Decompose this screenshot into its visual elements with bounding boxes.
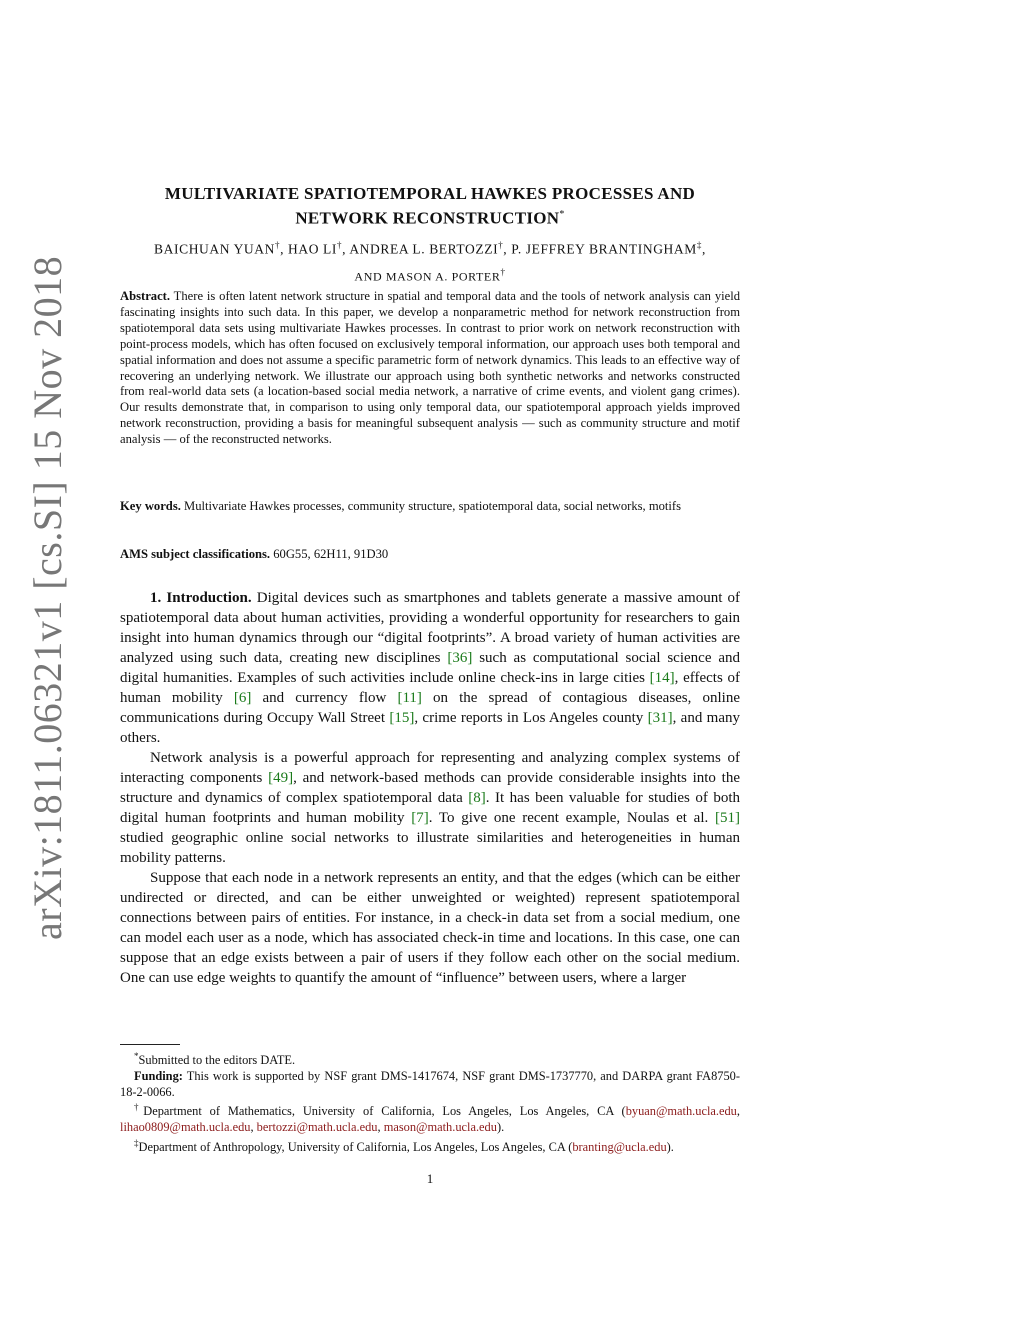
author-line-2 <box>110 261 750 288</box>
footnote-mark: * <box>134 1051 139 1061</box>
intro-text: , effects of human mobility <box>120 670 740 706</box>
email-link[interactable]: bertozzi@math.ucla.edu <box>256 1120 378 1135</box>
arxiv-identifier: arXiv:1811.06321v1 [cs.SI] 15 Nov 2018 <box>25 255 70 940</box>
keywords <box>120 498 740 514</box>
footnote-text: ). <box>666 1139 674 1154</box>
intro-text: , and network-based methods can provide considerable insights into the structure and dynamics of complex spatiotemporal data <box>120 770 740 806</box>
ams-text: 60G55, 62H11, 91D30 <box>273 547 389 561</box>
intro-paragraph-2 <box>120 748 740 868</box>
ams-classifications <box>120 546 740 562</box>
email-link[interactable]: lihao0809@math.ucla.edu <box>120 1120 251 1135</box>
affiliation-mark: † <box>274 240 281 250</box>
ams-label: AMS subject classifications. <box>120 547 271 561</box>
title-footnote-mark: * <box>559 209 565 220</box>
intro-paragraph-3: Suppose that each node in a network represents an entity, and that the edges (which can be either undirected or directed, and can be either unweighted or weighted) represent spatiotemporal connections between pairs of entities. For instance, in a check-in data set from a social medium, one can model each user as a node, which has associated check-in time and locations. In this case, one can suppose that an edge exists between a pair of users if they follow each other on the social medium. One can use edge weights to quantify the amount of “influence” between users, where a larger <box>120 870 740 986</box>
funding-text: This work is supported by NSF grant DMS-1417674, NSF grant DMS-1737770, and DARPA grant FA8750-18-2-0066. <box>120 1068 740 1099</box>
intro-text: studied geographic online social networks to illustrate similarities and heterogeneities in human mobility patterns. <box>120 830 740 866</box>
funding-label: Funding: <box>134 1068 183 1083</box>
citation-link[interactable]: [31] <box>647 710 673 726</box>
intro-text: . It has been valuable for studies of both digital human footprints and human mobility <box>120 790 740 826</box>
affiliation-mark: † <box>498 240 504 250</box>
footnote-divider <box>120 1044 180 1045</box>
footnote-math-affiliation: †Department of Mathematics, University of California, Los Angeles, Los Angeles, CA (byuan@math.ucla.edu, lihao0809@math.ucla.edu, bertozzi@math.ucla.edu, mason@math.ucla.edu). <box>120 1102 740 1135</box>
footnote-mark: † <box>134 1102 144 1113</box>
citation-link[interactable]: [15] <box>389 710 415 726</box>
abstract-text: There is often latent network structure in spatial and temporal data and the tools of network analysis can yield fascinating insights into such data. In this paper, we develop a nonparametric method for network reconstruction from spatiotemporal data sets using multivariate Hawkes processes. In contrast to prior work on network reconstruction with point-process models, which has often focused on exclusively temporal information, our approach uses both temporal and spatial information and does not assume a specific parametric form of network dynamics. This leads to an effective way of recovering an underlying network. We illustrate our approach using both synthetic networks and networks constructed from real-world data sets (a location-based social media network, a narrative of crime events, and violent gang crimes). Our results demonstrate that, in comparison to using only temporal data, our spatiotemporal approach yields improved network reconstruction, providing a basis for meaningful subsequent analysis — such as community structure and motif analysis — of the reconstructed networks. <box>120 289 740 447</box>
footnote-submitted <box>120 1049 740 1069</box>
intro-text: and currency flow <box>251 690 398 706</box>
section-heading: 1. Introduction. <box>150 590 252 606</box>
author-name: BAICHUAN YUAN <box>154 241 275 257</box>
paper-title <box>110 183 750 229</box>
intro-paragraph-1 <box>120 588 740 748</box>
citation-link[interactable]: [14] <box>649 670 675 686</box>
intro-text: , crime reports in Los Angeles county <box>414 710 648 726</box>
title-line-1: MULTIVARIATE SPATIOTEMPORAL HAWKES PROCESSES AND <box>164 184 696 203</box>
abstract-label: Abstract. <box>120 289 171 303</box>
author-name: , HAO LI <box>280 241 337 257</box>
footnote-text: ). <box>496 1120 505 1135</box>
email-link[interactable]: byuan@math.ucla.edu <box>625 1104 737 1119</box>
keywords-text: Multivariate Hawkes processes, community structure, spatiotemporal data, social networks, motifs <box>184 499 682 513</box>
author-list <box>110 234 750 287</box>
citation-link[interactable]: [51] <box>715 810 740 826</box>
introduction-section <box>120 588 740 988</box>
citation-link[interactable]: [8] <box>468 790 486 806</box>
intro-text: . To give one recent example, Noulas et al. <box>428 810 715 826</box>
author-name: , ANDREA L. BERTOZZI <box>342 241 499 257</box>
intro-text: , and many others. <box>120 710 740 746</box>
citation-link[interactable]: [49] <box>268 770 294 786</box>
citation-link[interactable]: [6] <box>233 690 252 706</box>
title-line-2-text: NETWORK RECONSTRUCTION <box>295 208 560 228</box>
citation-link[interactable]: [36] <box>447 650 473 666</box>
intro-text: Digital devices such as smartphones and tablets generate a massive amount of spatiotemporal data about human activities, providing a wonderful opportunity for researchers to gain insight into human dynamics through our “digital footprints”. A broad variety of human activities are analyzed using such data, creating new disciplines <box>120 590 741 666</box>
affiliation-mark: ‡ <box>696 240 702 250</box>
affiliation-mark: † <box>337 240 343 250</box>
keywords-label: Key words. <box>120 499 181 513</box>
author-separator: , <box>701 241 706 257</box>
footnote-text: Submitted to the editors DATE. <box>138 1053 296 1068</box>
footnotes <box>120 1049 740 1156</box>
footnote-anthro-affiliation <box>120 1136 740 1156</box>
footnote-mark: ‡ <box>134 1137 139 1148</box>
author-line-1 <box>110 234 750 261</box>
email-link[interactable]: mason@math.ucla.edu <box>383 1120 497 1135</box>
author-name: , P. JEFFREY BRANTINGHAM <box>503 241 697 257</box>
intro-text: on the spread of contagious diseases, online communications during Occupy Wall Street <box>120 690 740 726</box>
page-number: 1 <box>426 1171 434 1186</box>
intro-text: Network analysis is a powerful approach for representing and analyzing complex systems of interacting components <box>120 750 740 786</box>
citation-link[interactable]: [11] <box>397 690 422 706</box>
affiliation-mark: † <box>500 266 506 277</box>
author-name: AND MASON A. PORTER <box>354 269 501 283</box>
intro-text: such as computational social science and digital humanities. Examples of such activities include online check-ins in large cities <box>120 650 740 686</box>
title-line-2 <box>110 204 750 229</box>
footnote-text: Department of Mathematics, University of California, Los Angeles, Los Angeles, CA ( <box>143 1104 626 1119</box>
abstract <box>120 289 740 448</box>
email-link[interactable]: branting@ucla.edu <box>572 1139 667 1154</box>
citation-link[interactable]: [7] <box>411 810 429 826</box>
footnote-text: Department of Anthropology, University of California, Los Angeles, Los Angeles, CA ( <box>138 1139 573 1154</box>
footnote-funding <box>120 1069 740 1100</box>
